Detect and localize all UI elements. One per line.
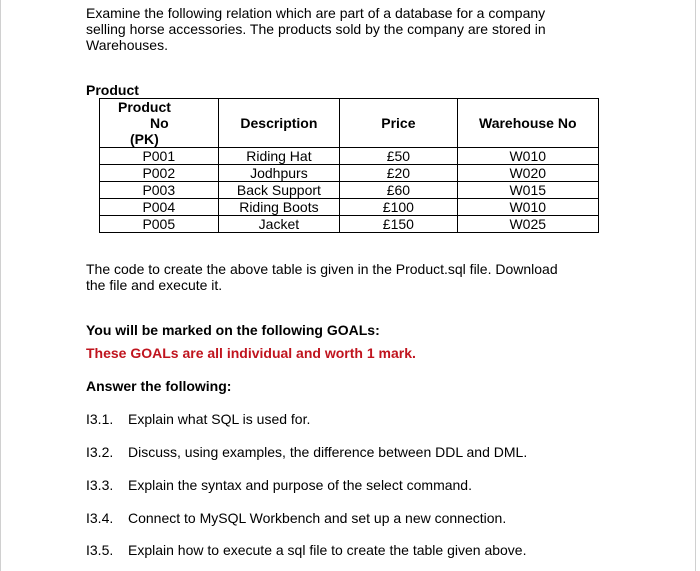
task-text: Connect to MySQL Workbench and set up a new connection. <box>128 510 507 526</box>
cell-description: Jacket <box>218 216 340 233</box>
task-text: Explain what SQL is used for. <box>128 411 311 427</box>
header-pk-line2: No <box>150 115 169 131</box>
cell-price: £60 <box>340 182 457 199</box>
cell-description: Riding Boots <box>218 199 340 216</box>
task-number: I3.1. <box>86 411 114 427</box>
task-number: I3.3. <box>86 477 114 493</box>
task-text: Explain how to execute a sql file to create the table given above. <box>128 542 527 558</box>
task-number: I3.4. <box>86 510 114 526</box>
task-text: Discuss, using examples, the difference between DDL and DML. <box>128 444 528 460</box>
cell-description: Jodhpurs <box>218 165 340 182</box>
table-header-row <box>100 99 599 148</box>
goals-heading: You will be marked on the following GOALs: <box>86 322 380 338</box>
cell-product-no: P002 <box>100 165 219 182</box>
cell-product-no: P005 <box>100 216 219 233</box>
page-left-edge <box>0 0 1 571</box>
task-item <box>86 411 310 427</box>
task-number: I3.5. <box>86 542 114 558</box>
table-row <box>100 148 599 165</box>
download-instructions: The code to create the above table is given in the Product.sql file. Download the file and execute it. <box>86 261 558 293</box>
cell-product-no: P003 <box>100 182 219 199</box>
table-row <box>100 216 599 233</box>
answer-heading: Answer the following: <box>86 378 232 394</box>
table-row <box>100 182 599 199</box>
cell-warehouse-no: W010 <box>457 199 598 216</box>
cell-price: £150 <box>340 216 457 233</box>
table-row <box>100 199 599 216</box>
task-text: Explain the syntax and purpose of the select command. <box>128 477 472 493</box>
cell-price: £50 <box>340 148 457 165</box>
cell-warehouse-no: W020 <box>457 165 598 182</box>
table-title: Product <box>86 82 139 98</box>
cell-warehouse-no: W025 <box>457 216 598 233</box>
goals-note: These GOALs are all individual and worth 1 mark. <box>86 345 416 361</box>
header-description: Description <box>218 99 340 148</box>
header-price: Price <box>340 99 457 148</box>
product-table <box>99 98 599 233</box>
task-number: I3.2. <box>86 444 114 460</box>
cell-description: Back Support <box>218 182 340 199</box>
cell-warehouse-no: W015 <box>457 182 598 199</box>
cell-price: £20 <box>340 165 457 182</box>
table-row <box>100 165 599 182</box>
header-pk-line1: Product <box>118 99 171 115</box>
header-product-no <box>100 99 219 148</box>
task-item <box>86 542 526 558</box>
cell-warehouse-no: W010 <box>457 148 598 165</box>
task-item <box>86 510 506 526</box>
cell-product-no: P001 <box>100 148 219 165</box>
task-item <box>86 444 527 460</box>
header-pk-line3: (PK) <box>130 131 159 147</box>
intro-paragraph: Examine the following relation which are part of a database for a company selling horse accessories. The products sold by the company are stored in Warehouses. <box>86 5 546 53</box>
cell-description: Riding Hat <box>218 148 340 165</box>
cell-price: £100 <box>340 199 457 216</box>
page-right-edge <box>695 0 696 571</box>
cell-product-no: P004 <box>100 199 219 216</box>
task-item <box>86 477 472 493</box>
header-warehouse-no: Warehouse No <box>457 99 598 148</box>
